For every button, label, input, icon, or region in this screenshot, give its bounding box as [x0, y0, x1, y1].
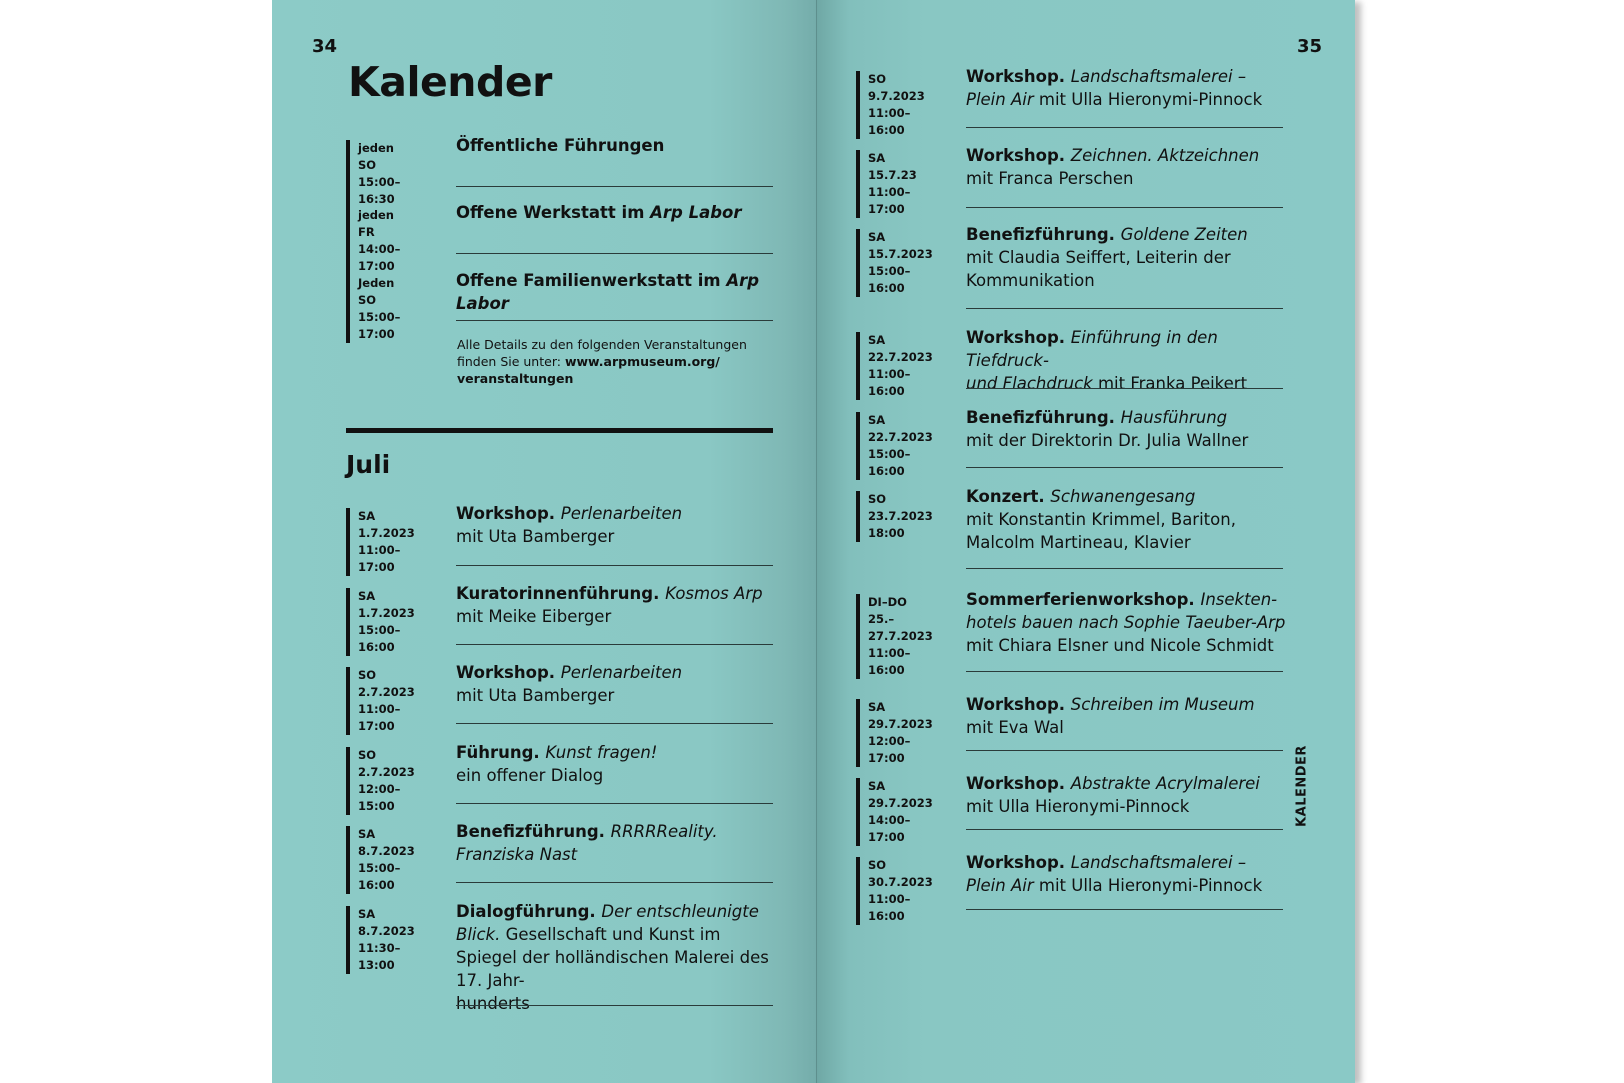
entry-text-part: mit Meike Eiberger — [456, 607, 612, 626]
entry-date: SO 2.7.2023 12:00–15:00 — [346, 747, 415, 815]
entry-date: SO 2.7.2023 11:00–17:00 — [346, 667, 415, 735]
entry-text-part: mit Ulla Hieronymi-Pinnock — [1033, 90, 1263, 109]
entry-rule — [966, 207, 1283, 208]
entry-rule — [966, 127, 1283, 128]
details-note — [457, 336, 757, 387]
entry-text-part: mit Eva Wal — [966, 718, 1064, 737]
entry-text-part: Benefizführung. — [966, 408, 1121, 427]
entry-date: SA 15.7.2023 15:00–16:00 — [856, 229, 933, 297]
entry-rule — [966, 568, 1283, 569]
entry-text-part: Arp Labor — [456, 271, 760, 313]
entry-text-part: Der entschleunigte Blick. — [456, 902, 759, 944]
entry-date: SO 23.7.2023 18:00 — [856, 491, 933, 542]
entry-text-part: mit Konstantin Krimmel, Bariton, — [966, 510, 1236, 529]
entry-text-part: Landschaftsmalerei – — [1070, 853, 1247, 872]
entry-text-part: Dialogführung. — [456, 902, 602, 921]
entry-date: SA 1.7.2023 15:00–16:00 — [346, 588, 415, 656]
entry-text-part: mit Ulla Hieronymi-Pinnock — [1033, 876, 1263, 895]
entry-rule — [966, 467, 1283, 468]
entry-text-part: Plein Air — [966, 876, 1034, 895]
entry-text-part: Einführung in den Tiefdruck- — [966, 328, 1218, 370]
entry-text-part: Workshop. — [966, 67, 1071, 86]
entry-description — [966, 223, 1288, 292]
entry-text-part: Goldene Zeiten — [1120, 225, 1248, 244]
entry-rule — [966, 750, 1283, 751]
entry-rule — [456, 644, 773, 645]
entry-text-part: Kunst fragen! — [545, 743, 658, 762]
entry-text-part: Konzert. — [966, 487, 1051, 506]
section-divider — [346, 428, 773, 433]
page-gutter — [816, 0, 817, 1083]
page-number-right: 35 — [1297, 36, 1323, 57]
entry-date: SA 29.7.2023 14:00–17:00 — [856, 778, 933, 846]
entry-text-part: Öffentliche Führungen — [456, 136, 665, 155]
page-number-left: 34 — [312, 36, 338, 57]
entry-description — [456, 134, 778, 157]
entry-rule — [966, 388, 1283, 389]
entry-date: DI–DO 25.–27.7.2023 11:00–16:00 — [856, 594, 933, 679]
entry-date: SO 9.7.2023 11:00–16:00 — [856, 71, 925, 139]
entry-description — [966, 588, 1288, 657]
entry-description — [966, 406, 1288, 452]
entry-description — [966, 326, 1288, 395]
entry-text-part: Zeichnen. Aktzeichnen — [1070, 146, 1260, 165]
entry-text-part: Landschaftsmalerei – — [1070, 67, 1247, 86]
entry-text-part: Kosmos Arp — [665, 584, 763, 603]
entry-text-part: Offene Familienwerkstatt im — [456, 271, 727, 290]
entry-rule — [966, 909, 1283, 910]
entry-text-part: Abstrakte Acrylmalerei — [1070, 774, 1260, 793]
entry-text-part: Workshop. — [966, 853, 1071, 872]
entry-date: Jeden SO 15:00–17:00 — [346, 275, 400, 343]
entry-text-part: Benefizführung. — [456, 822, 611, 841]
entry-text-part: Malcolm Martineau, Klavier — [966, 533, 1191, 552]
details-note-link: www.arpmuseum.org/ veranstaltungen — [457, 354, 720, 386]
entry-date: SA 22.7.2023 11:00–16:00 — [856, 332, 933, 400]
entry-text-part: Perlenarbeiten — [560, 504, 683, 523]
entry-description — [456, 820, 778, 866]
entry-description — [456, 661, 778, 707]
entry-description — [456, 502, 778, 548]
entry-description — [966, 485, 1288, 554]
entry-date: jeden SO 15:00–16:30 — [346, 140, 400, 208]
entry-text-part: Workshop. — [456, 504, 561, 523]
entry-text-part: und Flachdruck — [966, 374, 1093, 393]
entry-text-part: Offene Werkstatt im — [456, 203, 651, 222]
entry-text-part: mit Franka Peikert — [1092, 374, 1248, 393]
entry-description — [966, 772, 1288, 818]
entry-text-part: mit Uta Bamberger — [456, 527, 615, 546]
entry-text-part: ein offener Dialog — [456, 766, 604, 785]
entry-date: SA 15.7.23 11:00–17:00 — [856, 150, 917, 218]
entry-description — [456, 269, 778, 315]
entry-date: SA 1.7.2023 11:00–17:00 — [346, 508, 415, 576]
entry-description — [456, 201, 778, 224]
entry-text-part: Schwanengesang — [1050, 487, 1196, 506]
entry-rule — [456, 320, 773, 321]
month-heading: Juli — [346, 450, 391, 479]
entry-text-part: mit der Direktorin Dr. Julia Wallner — [966, 431, 1249, 450]
entry-date: SA 8.7.2023 11:30–13:00 — [346, 906, 415, 974]
entry-rule — [456, 882, 773, 883]
entry-text-part: mit Uta Bamberger — [456, 686, 615, 705]
entry-rule — [456, 803, 773, 804]
page-title: Kalender — [348, 58, 552, 106]
entry-text-part: mit Chiara Elsner und Nicole Schmidt — [966, 636, 1274, 655]
entry-description — [456, 900, 778, 1015]
entry-text-part: Franziska Nast — [456, 845, 578, 864]
entry-text-part: Workshop. — [456, 663, 561, 682]
entry-text-part: mit Franca Perschen — [966, 169, 1134, 188]
side-label: KALENDER — [1294, 745, 1310, 827]
entry-text-part: Workshop. — [966, 774, 1071, 793]
entry-date: SA 22.7.2023 15:00–16:00 — [856, 412, 933, 480]
details-note-text: Alle Details zu den folgenden Veranstaltungen finden Sie unter: — [457, 337, 747, 369]
entry-text-part: Workshop. — [966, 146, 1071, 165]
entry-rule — [966, 308, 1283, 309]
entry-rule — [456, 723, 773, 724]
entry-text-part: Kommunikation — [966, 271, 1095, 290]
entry-text-part: Plein Air — [966, 90, 1034, 109]
entry-text-part: Arp Labor — [650, 203, 742, 222]
entry-description — [966, 144, 1288, 190]
entry-description — [456, 582, 778, 628]
entry-text-part: RRRRReality. — [610, 822, 718, 841]
entry-text-part: Sommerferienworkshop. — [966, 590, 1201, 609]
entry-rule — [966, 829, 1283, 830]
entry-text-part: mit Ulla Hieronymi-Pinnock — [966, 797, 1190, 816]
entry-rule — [456, 253, 773, 254]
entry-text-part: Schreiben im Museum — [1070, 695, 1255, 714]
entry-date: jeden FR 14:00–17:00 — [346, 207, 400, 275]
entry-text-part: Kuratorinnenführung. — [456, 584, 666, 603]
entry-text-part: Workshop. — [966, 695, 1071, 714]
entry-rule — [456, 1005, 773, 1006]
entry-date: SA 8.7.2023 15:00–16:00 — [346, 826, 415, 894]
entry-rule — [456, 186, 773, 187]
entry-text-part: Insekten- — [1200, 590, 1278, 609]
entry-text-part: hotels bauen nach Sophie Taeuber-Arp — [966, 613, 1286, 632]
entry-text-part: Workshop. — [966, 328, 1071, 347]
entry-date: SO 30.7.2023 11:00–16:00 — [856, 857, 933, 925]
entry-rule — [456, 565, 773, 566]
entry-description — [966, 693, 1288, 739]
entry-date: SA 29.7.2023 12:00–17:00 — [856, 699, 933, 767]
entry-description — [966, 65, 1288, 111]
entry-text-part: mit Claudia Seiffert, Leiterin der — [966, 248, 1231, 267]
entry-text-part: Führung. — [456, 743, 546, 762]
entry-text-part: hunderts — [456, 994, 530, 1013]
entry-rule — [966, 671, 1283, 672]
entry-text-part: Benefizführung. — [966, 225, 1121, 244]
entry-description — [456, 741, 778, 787]
entry-text-part: Perlenarbeiten — [560, 663, 683, 682]
entry-text-part: Hausführung — [1120, 408, 1228, 427]
entry-text-part: Gesellschaft und Kunst im Spiegel der holländischen Malerei des 17. Jahr- — [456, 925, 769, 990]
entry-description — [966, 851, 1288, 897]
